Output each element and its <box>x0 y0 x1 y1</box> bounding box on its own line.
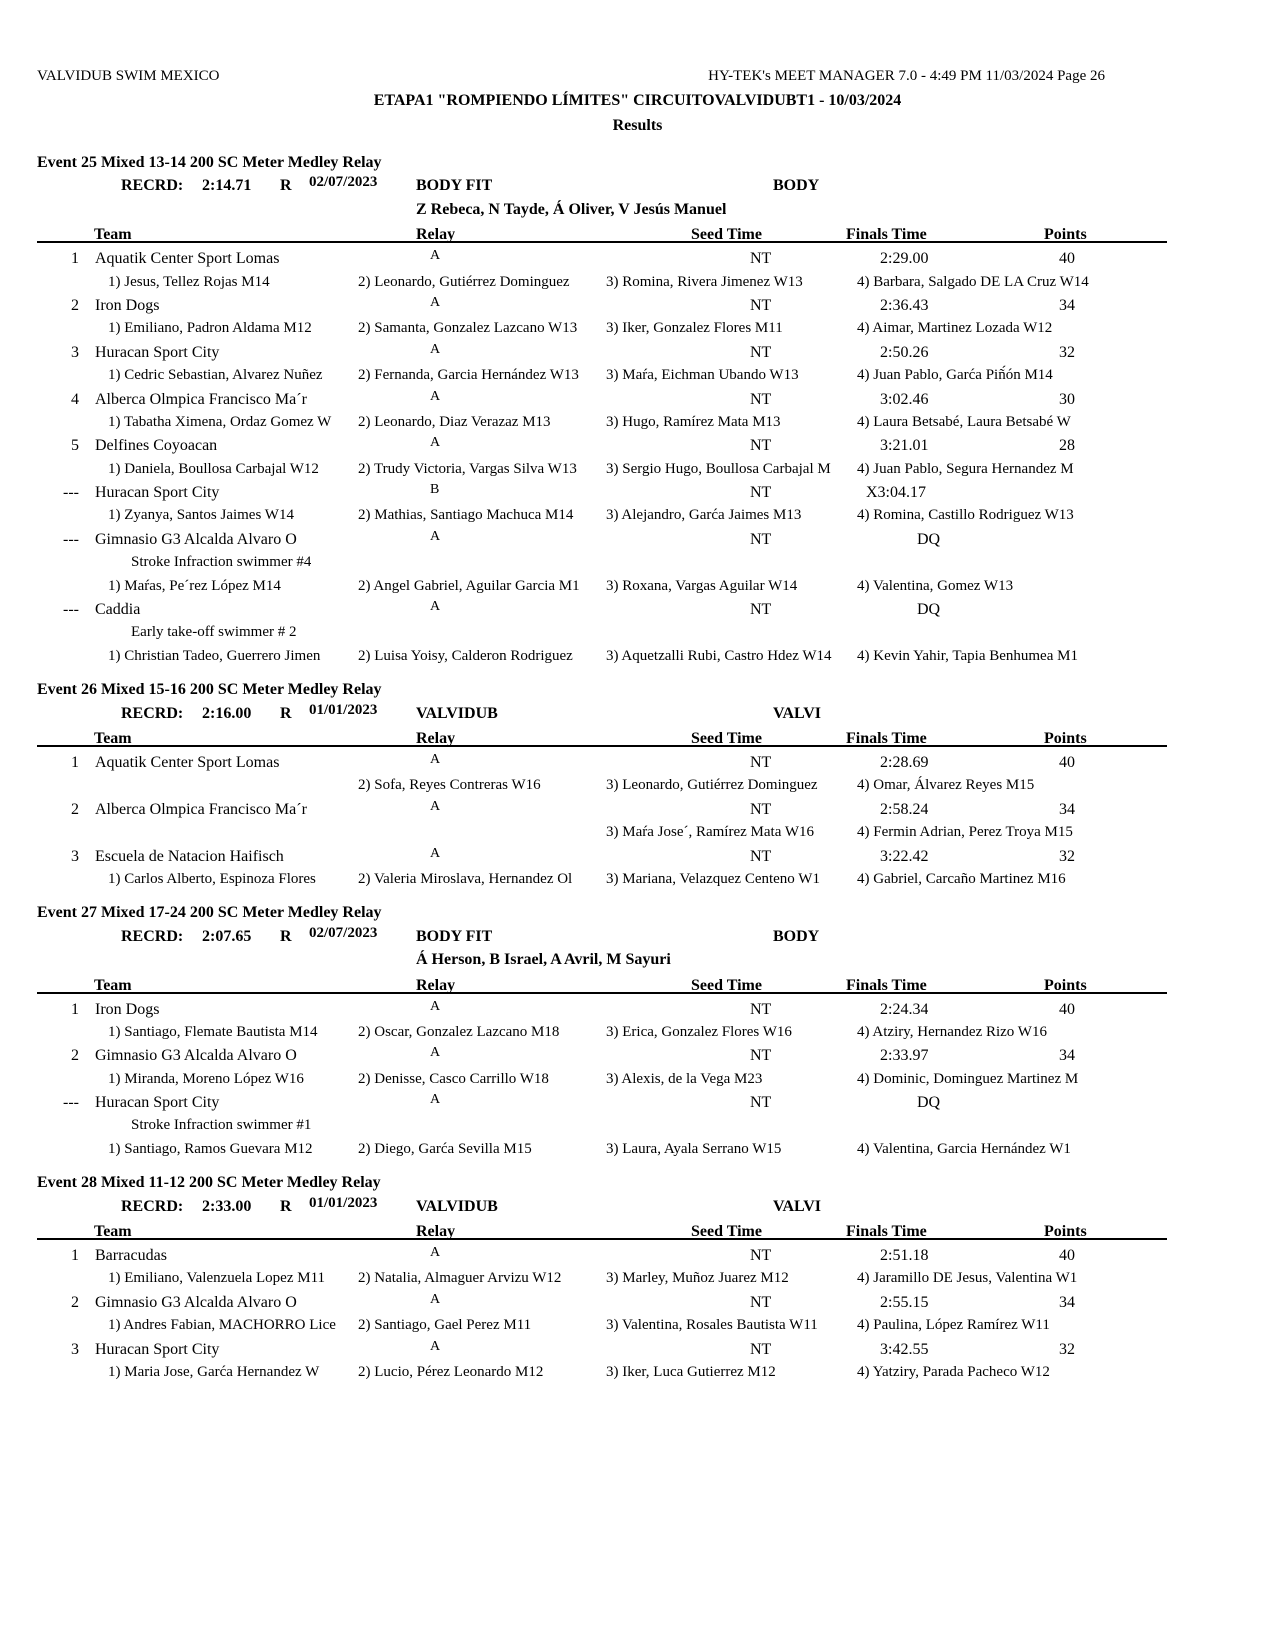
swimmer: 2) Leonardo, Diaz Verazaz M13 <box>358 413 551 430</box>
seed-time: NT <box>750 296 772 314</box>
finals-time: 2:28.69 <box>880 753 929 771</box>
meet-title: ETAPA1 "ROMPIENDO LÍMITES" CIRCUITOVALVIDUBT1 - 10/03/2024 <box>373 92 902 109</box>
seed-time: NT <box>750 601 772 619</box>
seed-time: NT <box>750 1000 772 1018</box>
record-date: 01/01/2023 <box>309 1194 378 1211</box>
swimmer: 3) Aquetzalli Rubi, Castro Hdez W14 <box>606 647 832 664</box>
swimmer: 1) Santiago, Flemate Bautista M14 <box>108 1023 318 1040</box>
result-row <box>37 1291 1167 1314</box>
finals-time: 2:33.97 <box>880 1047 929 1065</box>
swimmers-row <box>37 774 1167 797</box>
swimmer: 2) Fernanda, Garcia Hernández W13 <box>358 367 579 384</box>
swimmers-row <box>37 1361 1167 1384</box>
record-label: RECRD: <box>121 927 184 945</box>
swimmer: 1) Christian Tadeo, Guerrero Jimen <box>108 647 321 664</box>
seed-time: NT <box>750 1047 772 1065</box>
record-time: 2:33.00 <box>202 1197 252 1215</box>
seed-time: NT <box>750 847 772 865</box>
swimmer: 2) Trudy Victoria, Vargas Silva W13 <box>358 460 577 477</box>
swimmer: 2) Lucio, Pérez Leonardo M12 <box>358 1363 544 1380</box>
result-row <box>37 751 1167 774</box>
swimmers-row <box>37 1068 1167 1091</box>
swimmer: 4) Kevin Yahir, Tapia Benhumea M1 <box>857 647 1078 664</box>
team-name: Barracudas <box>95 1247 167 1265</box>
seed-time: NT <box>750 437 772 455</box>
seed-time: NT <box>750 1340 772 1358</box>
relay-letter: A <box>430 998 441 1014</box>
swimmer: 3) Leonardo, Gutiérrez Dominguez <box>606 777 818 794</box>
col-finals: Finals Time <box>846 729 927 747</box>
swimmers-row <box>37 1138 1167 1161</box>
swimmer: 4) Dominic, Dominguez Martinez M <box>857 1070 1079 1087</box>
record-names: Á Herson, B Israel, A Avril, M Sayuri <box>416 951 671 969</box>
swimmer: 4) Juan Pablo, Segura Hernandez M <box>857 460 1074 477</box>
swimmer: 2) Luisa Yoisy, Calderon Rodriguez <box>358 647 573 664</box>
swimmer: 3) Hugo, Ramírez Mata M13 <box>606 413 781 430</box>
column-header <box>37 972 1167 994</box>
team-name: Aquatik Center Sport Lomas <box>95 250 280 268</box>
record-flag: R <box>280 704 292 722</box>
swimmer: 4) Barbara, Salgado DE LA Cruz W14 <box>857 273 1089 290</box>
swimmers-row <box>37 317 1167 340</box>
swimmer: 1) Daniela, Boullosa Carbajal W12 <box>108 460 319 477</box>
swimmer: 3) Mariana, Velazquez Centeno W1 <box>606 870 820 887</box>
event-gap <box>37 1161 1167 1171</box>
dq-reason: Stroke Infraction swimmer #4 <box>131 554 312 571</box>
seed-time: NT <box>750 1247 772 1265</box>
dq-note <box>37 551 1167 574</box>
finals-time: X3:04.17 <box>866 484 926 502</box>
event-title-text: Event 25 Mixed 13-14 200 SC Meter Medley Relay <box>37 154 382 171</box>
seed-time: NT <box>750 800 772 818</box>
event-title-text: Event 27 Mixed 17-24 200 SC Meter Medley Relay <box>37 904 382 922</box>
swimmer: 3) Iker, Luca Gutierrez M12 <box>606 1363 776 1380</box>
swimmer: 2) Valeria Miroslava, Hernandez Ol <box>358 870 573 887</box>
team-name: Gimnasio G3 Alcalda Alvaro O <box>95 530 297 548</box>
seed-time: NT <box>750 250 772 268</box>
col-points: Points <box>1044 1223 1087 1241</box>
seed-time: NT <box>750 343 772 361</box>
record-holders <box>37 948 1167 971</box>
swimmer: 3) Romina, Rivera Jimenez W13 <box>606 273 803 290</box>
result-row <box>37 294 1167 317</box>
place: --- <box>63 530 79 548</box>
dq-reason: Early take-off swimmer # 2 <box>131 624 297 641</box>
swimmers-row <box>37 411 1167 434</box>
swimmer: 4) Laura Betsabé, Laura Betsabé W <box>857 413 1071 430</box>
result-row <box>37 528 1167 551</box>
points: 34 <box>1059 800 1075 818</box>
relay-letter: A <box>430 1092 441 1108</box>
result-row <box>37 434 1167 457</box>
place: 1 <box>71 1000 79 1018</box>
record-code: BODY <box>773 177 820 195</box>
swimmer: 2) Diego, Garća Sevilla M15 <box>358 1140 532 1157</box>
place: 2 <box>71 800 79 818</box>
points: 40 <box>1059 1000 1075 1018</box>
place: 1 <box>71 1247 79 1265</box>
page-subtitle: Results <box>612 117 663 134</box>
record-line <box>37 174 1167 197</box>
col-team: Team <box>94 226 132 244</box>
swimmer: 1) Miranda, Moreno López W16 <box>108 1070 304 1087</box>
swimmer: 2) Denisse, Casco Carrillo W18 <box>358 1070 549 1087</box>
relay-letter: A <box>430 435 441 451</box>
finals-time: DQ <box>917 530 941 548</box>
seed-time: NT <box>750 753 772 771</box>
record-time: 2:14.71 <box>202 177 252 195</box>
swimmers-row <box>37 868 1167 891</box>
col-team: Team <box>94 976 132 994</box>
result-row <box>37 388 1167 411</box>
record-team: VALVIDUB <box>416 704 498 722</box>
event-gap <box>37 668 1167 678</box>
swimmer: 1) Emiliano, Valenzuela Lopez M11 <box>108 1270 326 1287</box>
column-header <box>37 221 1167 243</box>
col-relay: Relay <box>416 226 456 244</box>
team-name: Gimnasio G3 Alcalda Alvaro O <box>95 1293 297 1311</box>
col-finals: Finals Time <box>846 226 927 244</box>
swimmer: 2) Sofa, Reyes Contreras W16 <box>358 777 541 794</box>
col-seed: Seed Time <box>691 226 762 244</box>
event-title-text: Event 28 Mixed 11-12 200 SC Meter Medley Relay <box>37 1174 381 1192</box>
swimmer: 4) Omar, Álvarez Reyes M15 <box>857 777 1035 794</box>
swimmer: 3) Alexis, de la Vega M23 <box>606 1070 763 1087</box>
seed-time: NT <box>750 484 772 502</box>
dq-note <box>37 1114 1167 1137</box>
result-row <box>37 341 1167 364</box>
events-list <box>37 151 1167 1394</box>
record-date: 01/01/2023 <box>309 701 378 718</box>
record-date: 02/07/2023 <box>309 924 378 941</box>
team-name: Gimnasio G3 Alcalda Alvaro O <box>95 1047 297 1065</box>
record-team: VALVIDUB <box>416 1197 498 1215</box>
col-finals: Finals Time <box>846 976 927 994</box>
swimmer: 2) Oscar, Gonzalez Lazcano M18 <box>358 1023 560 1040</box>
swimmer: 3) Marley, Muñoz Juarez M12 <box>606 1270 789 1287</box>
team-name: Huracan Sport City <box>95 1340 220 1358</box>
org-name: VALVIDUB SWIM MEXICO <box>37 68 220 84</box>
place: --- <box>63 484 79 502</box>
swimmer: 3) Laura, Ayala Serrano W15 <box>606 1140 782 1157</box>
points: 34 <box>1059 296 1075 314</box>
record-line <box>37 925 1167 948</box>
event-title <box>37 678 1167 701</box>
swimmer: 1) Carlos Alberto, Espinoza Flores <box>108 870 316 887</box>
place: 1 <box>71 250 79 268</box>
team-name: Alberca Olmpica Francisco Ma´r <box>95 800 307 818</box>
swimmer: 2) Angel Gabriel, Aguilar Garcia M1 <box>358 577 580 594</box>
team-name: Huracan Sport City <box>95 484 220 502</box>
event-gap <box>37 1384 1167 1394</box>
col-seed: Seed Time <box>691 976 762 994</box>
col-points: Points <box>1044 976 1087 994</box>
place: 3 <box>71 1340 79 1358</box>
finals-time: 2:29.00 <box>880 250 929 268</box>
relay-letter: B <box>430 482 440 498</box>
points: 40 <box>1059 753 1075 771</box>
seed-time: NT <box>750 390 772 408</box>
team-name: Escuela de Natacion Haifisch <box>95 847 284 865</box>
team-name: Iron Dogs <box>95 296 160 314</box>
swimmer: 3) Sergio Hugo, Boullosa Carbajal M <box>606 460 831 477</box>
swimmers-row <box>37 1021 1167 1044</box>
team-name: Delfines Coyoacan <box>95 437 218 455</box>
swimmers-row <box>37 364 1167 387</box>
team-name: Huracan Sport City <box>95 1094 220 1112</box>
swimmer: 4) Atziry, Hernandez Rizo W16 <box>857 1023 1047 1040</box>
swimmers-row <box>37 575 1167 598</box>
swimmer: 3) Maŕa, Eichman Ubando W13 <box>606 367 799 384</box>
swimmer: 1) Zyanya, Santos Jaimes W14 <box>108 507 294 524</box>
relay-letter: A <box>430 751 441 767</box>
swimmer: 4) Juan Pablo, Garća Piñ́ón M14 <box>857 367 1053 384</box>
place: 4 <box>71 390 79 408</box>
software-info: HY-TEK's MEET MANAGER 7.0 - 4:49 PM 11/03/2024 Page 26 <box>708 68 1105 84</box>
record-flag: R <box>280 177 292 195</box>
record-names: Z Rebeca, N Tayde, Á Oliver, V Jesús Manuel <box>416 200 727 218</box>
record-flag: R <box>280 1197 292 1215</box>
seed-time: NT <box>750 530 772 548</box>
place: 3 <box>71 343 79 361</box>
col-team: Team <box>94 1223 132 1241</box>
result-row <box>37 247 1167 270</box>
col-relay: Relay <box>416 976 456 994</box>
event-title <box>37 901 1167 924</box>
finals-time: 2:24.34 <box>880 1000 929 1018</box>
event-title <box>37 151 1167 174</box>
place: 1 <box>71 753 79 771</box>
swimmer: 2) Samanta, Gonzalez Lazcano W13 <box>358 320 578 337</box>
result-row <box>37 1244 1167 1267</box>
swimmer: 3) Valentina, Rosales Bautista W11 <box>606 1317 818 1334</box>
points: 32 <box>1059 343 1075 361</box>
event-title-text: Event 26 Mixed 15-16 200 SC Meter Medley Relay <box>37 681 382 699</box>
points: 40 <box>1059 250 1075 268</box>
place: 2 <box>71 1293 79 1311</box>
result-row <box>37 998 1167 1021</box>
relay-letter: A <box>430 388 441 404</box>
relay-letter: A <box>430 341 441 357</box>
swimmer: 1) Emiliano, Padron Aldama M12 <box>108 320 312 337</box>
relay-letter: A <box>430 528 441 544</box>
swimmer: 3) Erica, Gonzalez Flores W16 <box>606 1023 792 1040</box>
record-line <box>37 702 1167 725</box>
swimmer: 2) Leonardo, Gutiérrez Dominguez <box>358 273 570 290</box>
place: 5 <box>71 437 79 455</box>
seed-time: NT <box>750 1293 772 1311</box>
col-seed: Seed Time <box>691 729 762 747</box>
swimmer: 3) Iker, Gonzalez Flores M11 <box>606 320 783 337</box>
record-time: 2:07.65 <box>202 927 252 945</box>
col-points: Points <box>1044 226 1087 244</box>
record-label: RECRD: <box>121 177 184 195</box>
place: 3 <box>71 847 79 865</box>
record-line <box>37 1195 1167 1218</box>
swimmer: 4) Aimar, Martinez Lozada W12 <box>857 320 1053 337</box>
points: 40 <box>1059 1247 1075 1265</box>
col-finals: Finals Time <box>846 1223 927 1241</box>
finals-time: DQ <box>917 1094 941 1112</box>
col-seed: Seed Time <box>691 1223 762 1241</box>
col-relay: Relay <box>416 1223 456 1241</box>
result-row <box>37 845 1167 868</box>
result-row <box>37 1091 1167 1114</box>
col-points: Points <box>1044 729 1087 747</box>
swimmer: 4) Valentina, Garcia Hernández W1 <box>857 1140 1071 1157</box>
record-time: 2:16.00 <box>202 704 252 722</box>
swimmers-row <box>37 504 1167 527</box>
finals-time: 2:58.24 <box>880 800 929 818</box>
record-holders <box>37 198 1167 221</box>
points: 28 <box>1059 437 1075 455</box>
swimmers-row <box>37 821 1167 844</box>
relay-letter: A <box>430 845 441 861</box>
swimmer: 4) Jaramillo DE Jesus, Valentina W1 <box>857 1270 1078 1287</box>
swimmer: 1) Maŕas, Pe´rez López M14 <box>108 577 281 594</box>
event-gap <box>37 891 1167 901</box>
relay-letter: A <box>430 1245 441 1261</box>
finals-time: 2:50.26 <box>880 343 929 361</box>
column-header <box>37 725 1167 747</box>
swimmer: 1) Tabatha Ximena, Ordaz Gomez W <box>108 413 332 430</box>
swimmer: 3) Maŕa Jose´, Ramírez Mata W16 <box>606 824 814 841</box>
finals-time: 3:42.55 <box>880 1340 929 1358</box>
record-code: VALVI <box>773 1197 822 1215</box>
relay-letter: A <box>430 294 441 310</box>
swimmer: 4) Paulina, López Ramírez W11 <box>857 1317 1050 1334</box>
swimmer: 2) Santiago, Gael Perez M11 <box>358 1317 532 1334</box>
event-title <box>37 1171 1167 1194</box>
dq-note <box>37 621 1167 644</box>
points: 32 <box>1059 1340 1075 1358</box>
swimmer: 1) Santiago, Ramos Guevara M12 <box>108 1140 313 1157</box>
result-row <box>37 1338 1167 1361</box>
finals-time: 2:55.15 <box>880 1293 929 1311</box>
team-name: Alberca Olmpica Francisco Ma´r <box>95 390 307 408</box>
swimmers-row <box>37 271 1167 294</box>
seed-time: NT <box>750 1094 772 1112</box>
swimmer: 4) Yatziry, Parada Pacheco W12 <box>857 1363 1050 1380</box>
relay-letter: A <box>430 798 441 814</box>
result-row <box>37 481 1167 504</box>
place: --- <box>63 1094 79 1112</box>
swimmer: 1) Jesus, Tellez Rojas M14 <box>108 273 270 290</box>
relay-letter: A <box>430 248 441 264</box>
finals-time: 3:02.46 <box>880 390 929 408</box>
result-row <box>37 798 1167 821</box>
relay-letter: A <box>430 1338 441 1354</box>
place: --- <box>63 601 79 619</box>
team-name: Huracan Sport City <box>95 343 220 361</box>
record-flag: R <box>280 927 292 945</box>
swimmer: 1) Maria Jose, Garća Hernandez W <box>108 1363 320 1380</box>
swimmer: 3) Alejandro, Garća Jaimes M13 <box>606 507 802 524</box>
team-name: Iron Dogs <box>95 1000 160 1018</box>
points: 34 <box>1059 1047 1075 1065</box>
team-name: Caddia <box>95 601 141 619</box>
swimmers-row <box>37 1314 1167 1337</box>
swimmers-row <box>37 645 1167 668</box>
result-row <box>37 598 1167 621</box>
swimmer: 2) Natalia, Almaguer Arvizu W12 <box>358 1270 562 1287</box>
swimmer: 1) Cedric Sebastian, Alvarez Nuñez <box>108 367 323 384</box>
finals-time: DQ <box>917 601 941 619</box>
swimmer: 3) Roxana, Vargas Aguilar W14 <box>606 577 798 594</box>
points: 30 <box>1059 390 1075 408</box>
swimmer: 4) Fermin Adrian, Perez Troya M15 <box>857 824 1073 841</box>
finals-time: 3:22.42 <box>880 847 929 865</box>
record-team: BODY FIT <box>416 927 493 945</box>
place: 2 <box>71 1047 79 1065</box>
finals-time: 3:21.01 <box>880 437 929 455</box>
swimmer: 2) Mathias, Santiago Machuca M14 <box>358 507 574 524</box>
place: 2 <box>71 296 79 314</box>
col-team: Team <box>94 729 132 747</box>
swimmer: 4) Gabriel, Carcaño Martinez M16 <box>857 870 1066 887</box>
relay-letter: A <box>430 599 441 615</box>
column-header <box>37 1218 1167 1240</box>
points: 34 <box>1059 1293 1075 1311</box>
swimmer: 4) Romina, Castillo Rodriguez W13 <box>857 507 1074 524</box>
finals-time: 2:51.18 <box>880 1247 929 1265</box>
record-code: VALVI <box>773 704 822 722</box>
record-label: RECRD: <box>121 1197 184 1215</box>
relay-letter: A <box>430 1045 441 1061</box>
dq-reason: Stroke Infraction swimmer #1 <box>131 1117 312 1134</box>
finals-time: 2:36.43 <box>880 296 929 314</box>
record-label: RECRD: <box>121 704 184 722</box>
record-code: BODY <box>773 927 820 945</box>
swimmer: 4) Valentina, Gomez W13 <box>857 577 1014 594</box>
points: 32 <box>1059 847 1075 865</box>
team-name: Aquatik Center Sport Lomas <box>95 753 280 771</box>
record-date: 02/07/2023 <box>309 174 378 191</box>
result-row <box>37 1044 1167 1067</box>
swimmers-row <box>37 1267 1167 1290</box>
swimmers-row <box>37 458 1167 481</box>
record-team: BODY FIT <box>416 177 493 195</box>
relay-letter: A <box>430 1291 441 1307</box>
swimmer: 1) Andres Fabian, MACHORRO Lice <box>108 1317 336 1334</box>
col-relay: Relay <box>416 729 456 747</box>
